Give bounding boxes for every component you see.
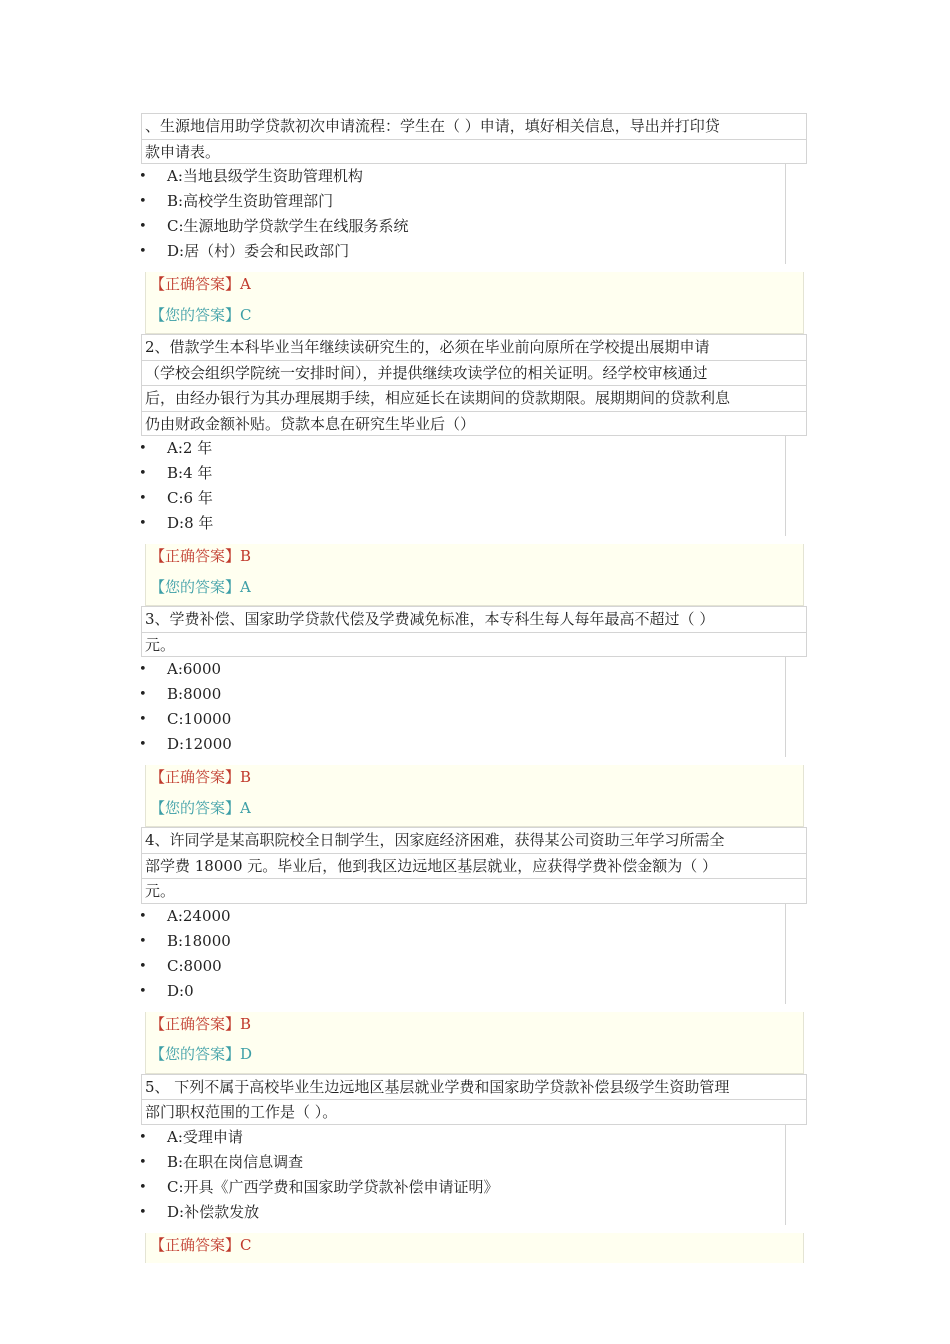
option-item: • C:8000 [141, 954, 785, 979]
correct-answer: 【正确答案】A [150, 275, 251, 293]
question-block [0, 1074, 950, 1264]
option-item: • D:居（村）委会和民政部门 [141, 239, 785, 264]
option-item: • A:当地县级学生资助管理机构 [141, 164, 785, 189]
your-answer: 【您的答案】A [150, 577, 251, 596]
correct-answer: 【正确答案】B [150, 768, 252, 786]
question-text-line: 元。 [141, 878, 807, 904]
option-item: • A:受理申请 [141, 1125, 785, 1150]
question-block [0, 113, 950, 334]
option-item: • C:开具《广西学费和国家助学贷款补偿申请证明》 [141, 1175, 785, 1200]
question-block [0, 606, 950, 827]
question-stem [0, 827, 950, 904]
answer-panel [145, 272, 804, 334]
your-answer: 【您的答案】A [150, 798, 251, 817]
correct-answer: 【正确答案】B [150, 1014, 252, 1033]
option-item: • C:10000 [141, 707, 785, 732]
question-block [0, 334, 950, 606]
option-list [141, 657, 786, 757]
question-text-line: 2、借款学生本科毕业当年继续读研究生的，必须在毕业前向原所在学校提出展期申请 [141, 334, 807, 360]
question-stem [0, 113, 950, 164]
question-stem [0, 334, 950, 436]
your-answer: 【您的答案】C [150, 305, 252, 324]
option-item: • A:2 年 [141, 436, 785, 461]
question-text-line: 4、许同学是某高职院校全日制学生，因家庭经济困难，获得某公司资助三年学习所需全 [141, 827, 807, 853]
question-text-line: 、生源地信用助学贷款初次申请流程：学生在（ ）申请，填好相关信息，导出并打印贷 [141, 113, 807, 139]
option-item: • D:12000 [141, 732, 785, 757]
option-item: • B:8000 [141, 682, 785, 707]
option-item: • B:高校学生资助管理部门 [141, 189, 785, 214]
question-text-line: 款申请表。 [141, 139, 807, 165]
option-item: • D:0 [141, 979, 785, 1004]
option-list [141, 1125, 786, 1225]
option-item: • B:18000 [141, 929, 785, 954]
question-text-line: （学校会组织学院统一安排时间），并提供继续攻读学位的相关证明。经学校审核通过 [141, 360, 807, 386]
option-item: • D:8 年 [141, 511, 785, 536]
option-item: • D:补偿款发放 [141, 1200, 785, 1225]
option-item: • A:24000 [141, 904, 785, 929]
question-stem [0, 606, 950, 657]
your-answer: 【您的答案】D [150, 1045, 253, 1063]
answer-panel [145, 765, 804, 827]
question-text-line: 5、 下列不属于高校毕业生边远地区基层就业学费和国家助学贷款补偿县级学生资助管理 [141, 1074, 807, 1100]
correct-answer: 【正确答案】B [150, 547, 252, 565]
answer-panel [145, 1233, 804, 1264]
question-text-line: 元。 [141, 632, 807, 658]
option-item: • B:4 年 [141, 461, 785, 486]
option-list [141, 164, 786, 264]
option-item: • B:在职在岗信息调查 [141, 1150, 785, 1175]
question-document [0, 113, 950, 1263]
correct-answer: 【正确答案】C [150, 1235, 252, 1254]
question-text-line: 3、学费补偿、国家助学贷款代偿及学费减免标准，本专科生每人每年最高不超过（ ） [141, 606, 807, 632]
option-item: • A:6000 [141, 657, 785, 682]
option-item: • C:生源地助学贷款学生在线服务系统 [141, 214, 785, 239]
question-stem [0, 1074, 950, 1125]
question-block [0, 827, 950, 1074]
question-text-line: 仍由财政金额补贴。贷款本息在研究生毕业后（） [141, 411, 807, 437]
answer-panel [145, 544, 804, 606]
option-list [141, 436, 786, 536]
question-text-line: 后，由经办银行为其办理展期手续，相应延长在读期间的贷款期限。展期期间的贷款利息 [141, 385, 807, 411]
answer-panel [145, 1012, 804, 1074]
option-item: • C:6 年 [141, 486, 785, 511]
question-text-line: 部学费 18000 元。毕业后，他到我区边远地区基层就业，应获得学费补偿金额为（ ） [141, 853, 807, 879]
option-list [141, 904, 786, 1004]
question-text-line: 部门职权范围的工作是（ ）。 [141, 1099, 807, 1125]
